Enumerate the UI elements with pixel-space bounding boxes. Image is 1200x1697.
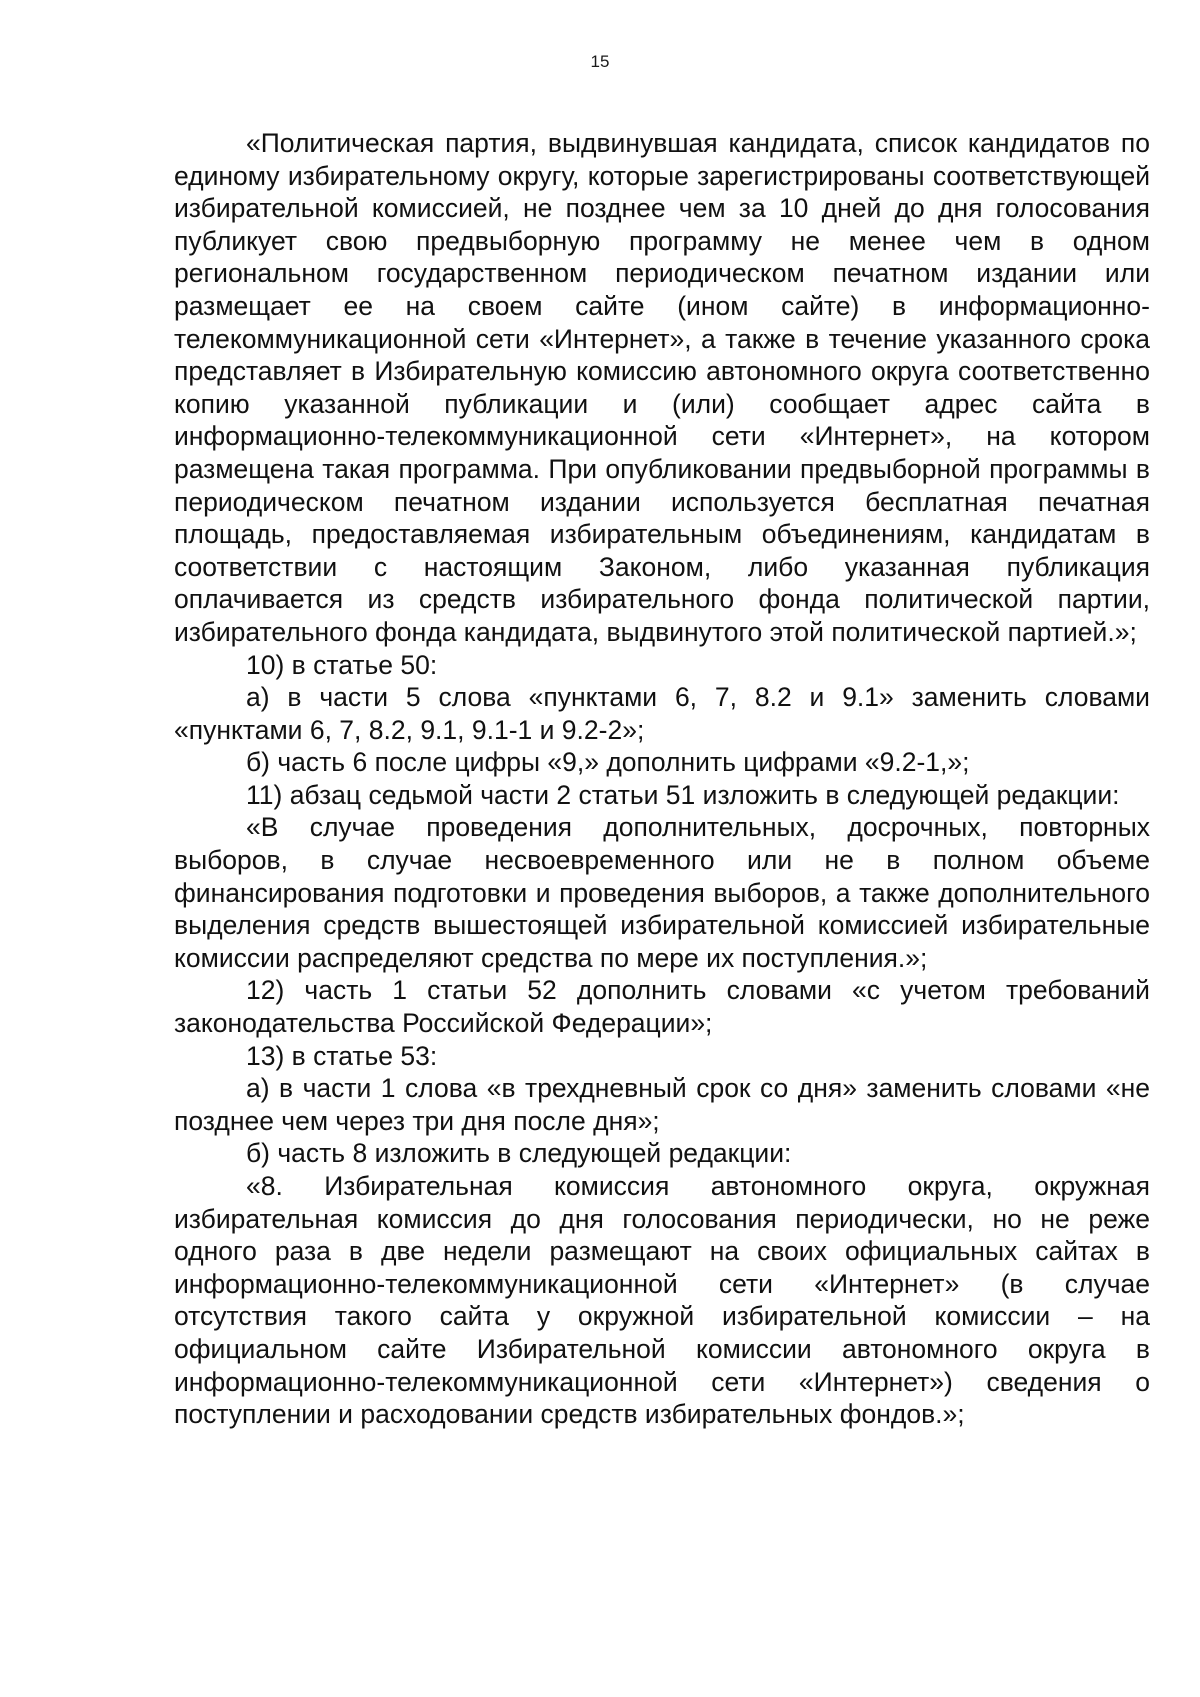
paragraph-item-10a: а) в части 5 слова «пунктами 6, 7, 8.2 и 9.1» заменить словами «пунктами 6, 7, 8.2, 9.1, 9.1-1 и 9.2-2»; <box>174 682 1150 745</box>
paragraph-item-10: 10) в статье 50: <box>246 649 438 680</box>
paragraph-item-13b: б) часть 8 изложить в следующей редакции: <box>246 1138 792 1169</box>
paragraph-item-10b: б) часть 6 после цифры «9,» дополнить цифрами «9.2-1,»; <box>246 747 970 778</box>
document-body <box>174 127 1150 1431</box>
paragraph-party-program: «Политическая партия, выдвинувшая кандидата, список кандидатов по единому избирательному округу, которые зарегистрированы соответствующей избирательной комиссией, не позднее чем за 10 дней до дня голосования публикует свою предвыборную программу не менее чем в одном региональном государственном периодическом печатном издании или размещает ее на своем сайте (ином сайте) в информационно-телекоммуникационной сети «Интернет», а также в течение указанного срока представляет в Избирательную комиссию автономного округа соответственно копию указанной публикации и (или) сообщает адрес сайта в информационно-телекоммуникационной сети «Интернет», на котором размещена такая программа. При опубликовании предвыборной программы в периодическом печатном издании используется бесплатная печатная площадь, предоставляемая избирательным объединениям, кандидатам в соответствии с настоящим Законом, либо указанная публикация оплачивается из средств избирательного фонда политической партии, избирательного фонда кандидата, выдвинутого этой политической партией.»; <box>174 128 1150 647</box>
paragraph-item-13b-text: «8. Избирательная комиссия автономного округа, окружная избирательная комиссия до дня голосования периодически, но не реже одного раза в две недели размещают на своих официальных сайтах в информационно-телекоммуникационной сети «Интернет» (в случае отсутствия такого сайта у окружной избирательной комиссии – на официальном сайте Избирательной комиссии автономного округа в информационно-телекоммуникационной сети «Интернет») сведения о поступлении и расходовании средств избирательных фондов.»; <box>174 1171 1150 1430</box>
paragraph-item-11: 11) абзац седьмой части 2 статьи 51 изложить в следующей редакции: <box>246 779 1120 810</box>
paragraph-item-11-text: «В случае проведения дополнительных, досрочных, повторных выборов, в случае несвоевременного или не в полном объеме финансирования подготовки и проведения выборов, а также дополнительного выделения средств вышестоящей избирательной комиссией избирательные комиссии распределяют средства по мере их поступления.»; <box>174 812 1150 973</box>
paragraph-item-12: 12) часть 1 статьи 52 дополнить словами «с учетом требований законодательства Российской Федерации»; <box>174 975 1150 1039</box>
page-number: 15 <box>590 52 610 71</box>
paragraph-item-13: 13) в статье 53: <box>246 1040 438 1071</box>
paragraph-item-13a: а) в части 1 слова «в трехдневный срок со дня» заменить словами «не позднее чем через три дня после дня»; <box>174 1073 1150 1136</box>
